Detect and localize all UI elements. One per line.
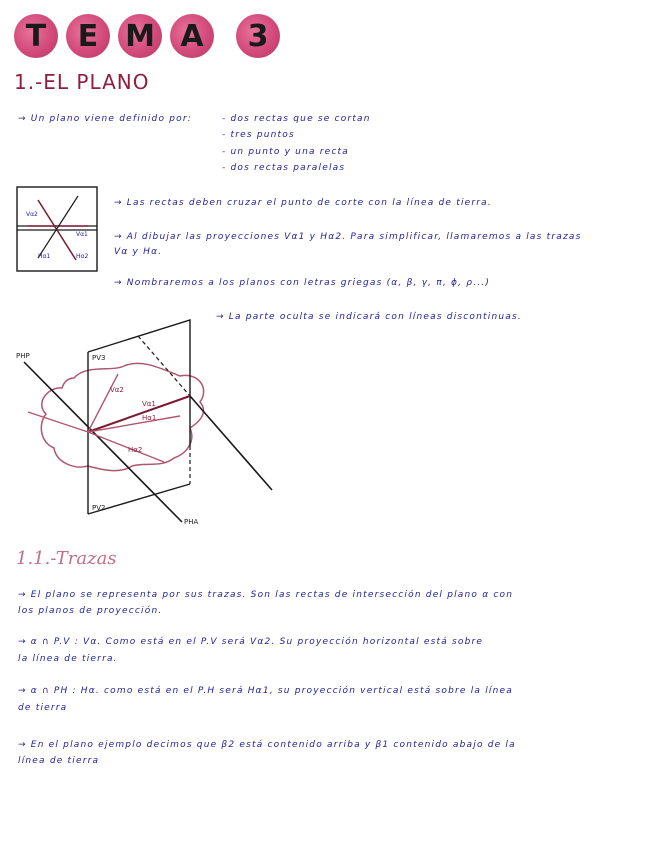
section-heading: 1.1.-Trazas xyxy=(16,548,117,569)
paragraph-line: → α ∩ PH : Hα. como está en el P.H será Hα1, su proyección vertical está sobre la línea xyxy=(18,686,513,696)
note-text: → Nombraremos a los planos con letras griegas (α, β, γ, π, ϕ, ρ...) xyxy=(114,278,491,288)
definition-item: - un punto y una recta xyxy=(222,147,349,157)
diagram-label: Vα1 xyxy=(76,231,88,238)
title-banner xyxy=(14,14,280,58)
paragraph-line: → En el plano ejemplo decimos que β2 está contenido arriba y β1 contenido abajo de la xyxy=(18,740,516,750)
title-letter: M xyxy=(118,14,162,58)
diagram-label: PHP xyxy=(16,352,30,360)
note-text: → Al dibujar las proyecciones Vα1 y Hα2. Para simplificar, llamaremos a las trazas xyxy=(114,232,582,242)
paragraph-line: los planos de proyección. xyxy=(18,606,163,616)
diagram-label: PHA xyxy=(184,518,199,526)
note-text: → La parte oculta se indicará con líneas discontinuas. xyxy=(216,312,522,322)
title-letter: E xyxy=(66,14,110,58)
definition-item: - dos rectas que se cortan xyxy=(222,114,371,124)
definition-item: - tres puntos xyxy=(222,130,295,140)
diagram-label: Vα2 xyxy=(26,211,38,218)
section-heading: 1.-EL PLANO xyxy=(14,70,150,94)
diagram-label: Hα1 xyxy=(142,414,157,422)
paragraph-line: la línea de tierra. xyxy=(18,654,118,664)
diagram-label: PV2 xyxy=(92,504,106,512)
paragraph-line: → El plano se representa por sus trazas. Son las rectas de intersección del plano α con xyxy=(18,590,514,600)
diagram-label: Vα1 xyxy=(142,400,156,408)
diagram-label: Vα2 xyxy=(110,386,124,394)
small-plane-diagram xyxy=(16,186,100,274)
note-text: → Las rectas deben cruzar el punto de corte con la línea de tierra. xyxy=(114,198,492,208)
plane-3d-diagram xyxy=(14,316,284,530)
title-letter: A xyxy=(170,14,214,58)
paragraph-line: línea de tierra xyxy=(18,756,100,766)
paragraph-line: → α ∩ P.V : Vα. Como está en el P.V será Vα2. Su proyección horizontal está sobre xyxy=(18,637,484,647)
diagram-label: Hα2 xyxy=(76,253,89,260)
title-letter: T xyxy=(14,14,58,58)
title-letter: 3 xyxy=(236,14,280,58)
note-text: Vα y Hα. xyxy=(114,247,163,257)
paragraph-line: de tierra xyxy=(18,703,68,713)
diagram-label: Hα1 xyxy=(38,253,51,260)
diagram-label: PV3 xyxy=(92,354,106,362)
intro-text: → Un plano viene definido por: xyxy=(18,114,192,124)
diagram-label: Hα2 xyxy=(128,446,143,454)
definition-item: - dos rectas paralelas xyxy=(222,163,346,173)
